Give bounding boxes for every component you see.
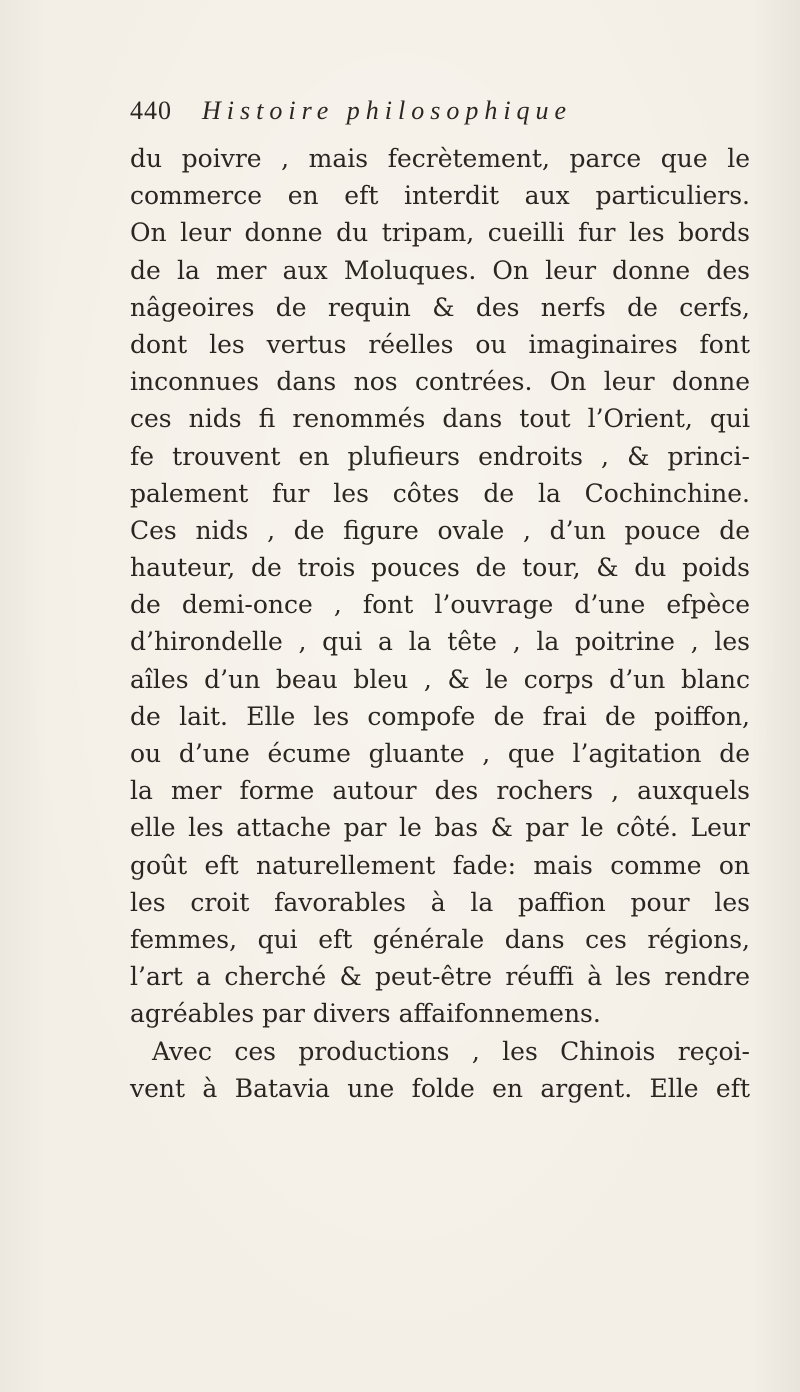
text-line: Avec ces productions , les Chinois reçoi- <box>152 1036 750 1066</box>
text-line: l’art a cherché & peut-être réuffi à les rendre <box>130 962 750 992</box>
text-line: agréables par divers affaifonnemens. <box>130 999 601 1029</box>
text-line: ces nids fi renommés dans tout l’Orient, qui <box>130 404 750 434</box>
text-line: dont les vertus réelles ou imaginaires font <box>130 329 750 359</box>
text-line: la mer forme autour des rochers , auxquels <box>130 776 750 806</box>
text-line: nâgeoires de requin & des nerfs de cerfs, <box>130 292 750 322</box>
text-line: de la mer aux Moluques. On leur donne des <box>130 255 750 285</box>
page-number: 440 <box>130 96 172 125</box>
text-line: les croit favorables à la paffion pour les <box>130 887 750 917</box>
text-line: commerce en eft interdit aux particuliers. <box>130 181 750 211</box>
body-text <box>130 140 750 1107</box>
text-line: aîles d’un beau bleu , & le corps d’un blanc <box>130 664 750 694</box>
text-line: du poivre , mais fecrètement, parce que le <box>130 144 750 173</box>
text-line: vent à Batavia une folde en argent. Elle eft <box>130 1073 750 1103</box>
text-line: On leur donne du tripam, cueilli fur les bords <box>130 218 750 248</box>
text-line: femmes, qui eft générale dans ces régions, <box>130 924 750 954</box>
text-line: ou d’une écume gluante , que l’agitation de <box>130 739 750 768</box>
text-line: hauteur, de trois pouces de tour, & du poids <box>130 553 750 583</box>
page-header <box>130 96 750 136</box>
text-line: palement fur les côtes de la Cochinchine. <box>130 478 750 508</box>
text-line: de lait. Elle les compofe de frai de poiffon, <box>130 701 750 731</box>
text-line: d’hirondelle , qui a la tête , la poitrine , les <box>130 627 750 657</box>
text-line: elle les attache par le bas & par le côté. Leur <box>130 813 750 843</box>
text-line: Ces nids , de figure ovale , d’un pouce de <box>130 515 750 545</box>
text-line: de demi-once , font l’ouvrage d’une efpèce <box>130 590 750 620</box>
running-title: Histoire philosophique <box>202 96 573 125</box>
text-line: fe trouvent en plufieurs endroits , & princi- <box>130 441 750 471</box>
text-line: inconnues dans nos contrées. On leur donne <box>130 367 750 397</box>
text-line: goût eft naturellement fade: mais comme on <box>130 850 750 880</box>
